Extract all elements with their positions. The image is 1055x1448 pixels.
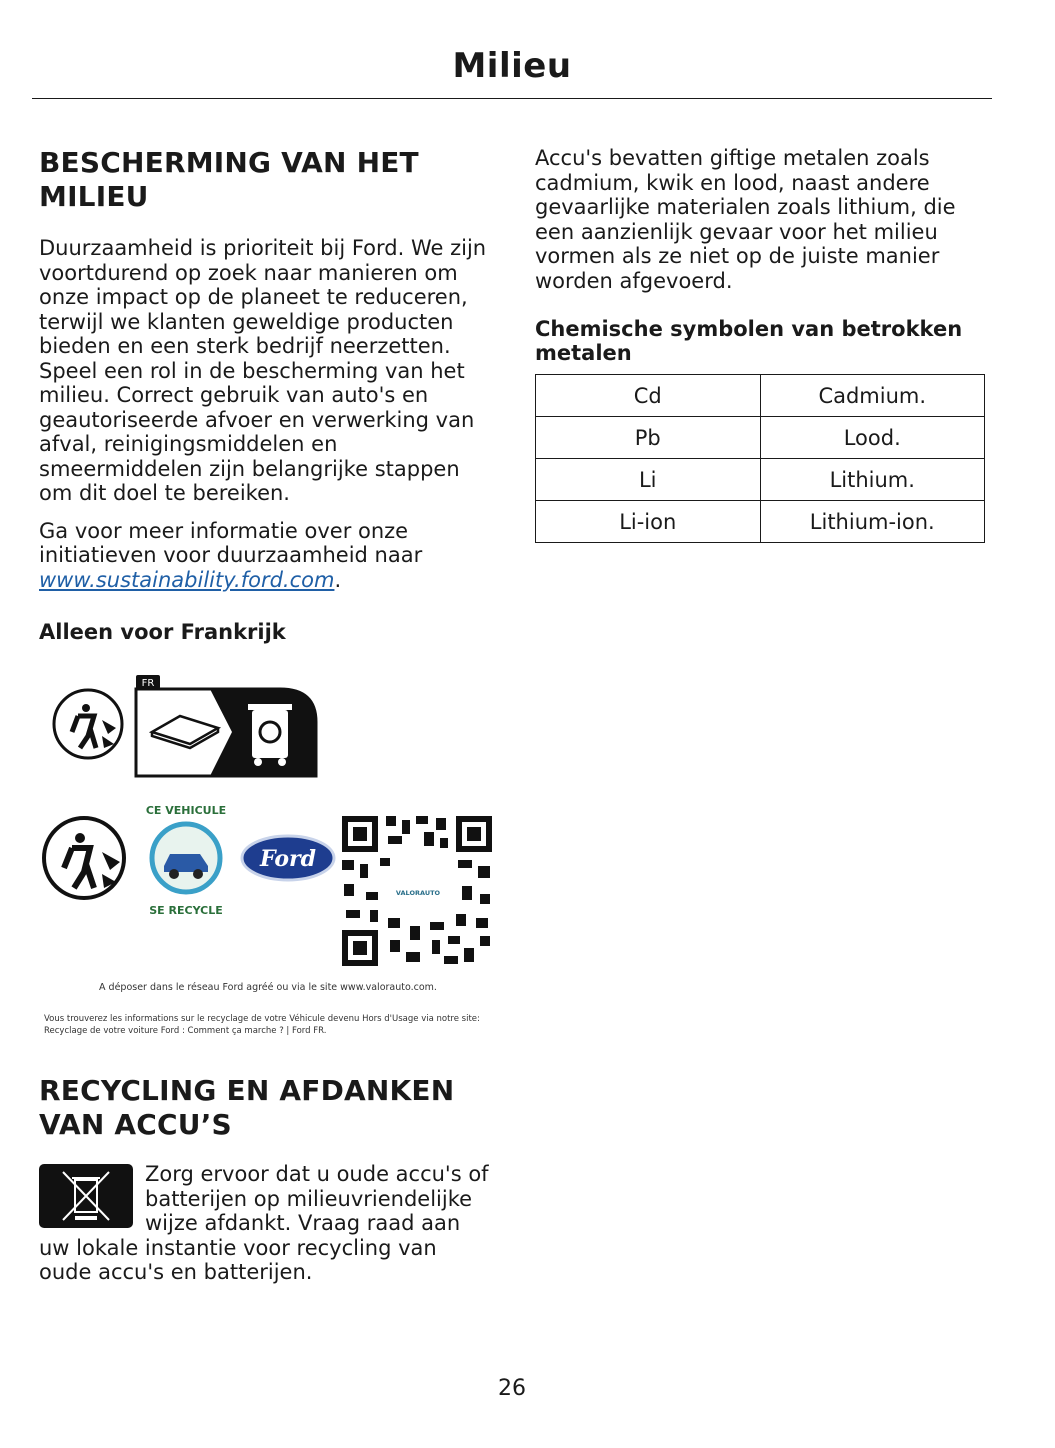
recycling-logos <box>36 806 496 976</box>
sustainability-paragraph: Duurzaamheid is prioriteit bij Ford. We zijn voortdurend op zoek naar manieren om onze impact op de planeet te reduceren, terwijl we klanten geweldige producten bieden en een sterk bedrijf neerzetten. Speel een rol in de bescherming van het milieu. Correct gebruik van auto's en geautoriseerde afvoer en verwerking van afval, reinigingsmiddelen en smeermiddelen zijn belangrijke stappen om dit doel te bereiken. <box>39 236 487 505</box>
right-column <box>535 146 987 365</box>
france-caption: A déposer dans le réseau Ford agréé ou via le site www.valorauto.com. <box>99 982 437 993</box>
table-row <box>536 459 985 501</box>
more-info-paragraph <box>39 519 494 593</box>
more-info-suffix: . <box>334 567 342 592</box>
triman-icon <box>54 690 122 758</box>
page-title: Milieu <box>452 46 572 86</box>
toxic-metals-paragraph: Accu's bevatten giftige metalen zoals cadmium, kwik en lood, naast andere gevaarlijke materialen zoals lithium, die een aanzienlijk gevaar voor het milieu vormen als ze niet op de juiste manier worden afgevoerd. <box>535 146 956 293</box>
metal-name-cell: Lithium-ion. <box>760 501 985 543</box>
svg-text:SE RECYCLE: SE RECYCLE <box>149 904 223 917</box>
qr-code <box>340 814 494 968</box>
title-divider <box>32 98 992 99</box>
metal-name-cell: Lood. <box>760 417 985 459</box>
table-row <box>536 501 985 543</box>
france-note-line1: Vous trouverez les informations sur le recyclage de votre Véhicule devenu Hors d'Usage via notre site: <box>44 1014 480 1024</box>
more-info-text: Ga voor meer informatie over onze initiatieven voor duurzaamheid naar <box>39 518 423 567</box>
table-heading: Chemische symbolen van betrokken metalen <box>535 317 963 365</box>
triman-packaging-graphic <box>40 672 330 782</box>
packaging-icon <box>152 716 218 748</box>
sustainability-link[interactable]: www.sustainability.ford.com <box>39 567 335 592</box>
battery-section <box>39 1074 494 1142</box>
svg-text:CE VÉHICULE: CE VÉHICULE <box>145 806 227 817</box>
page-number: 26 <box>498 1376 526 1401</box>
svg-text:VALORAUTO: VALORAUTO <box>395 889 441 897</box>
chemical-symbols-table <box>535 374 985 543</box>
bin-recycle-icon <box>248 704 292 766</box>
vehicle-recycle-icon <box>146 806 226 917</box>
battery-paragraph-wrap <box>39 1162 494 1285</box>
battery-paragraph: Zorg ervoor dat u oude accu's of batterijen op milieuvriendelijke wijze afdankt. Vraag raad aan uw lokale instantie voor recycling van oude accu's en batterijen. <box>39 1162 489 1284</box>
section-heading-battery: RECYCLING EN AFDANKEN VAN ACCU’S <box>39 1074 455 1141</box>
section-heading-environment: BESCHERMING VAN HET MILIEU <box>39 146 419 213</box>
fr-tag: FR <box>141 678 155 689</box>
metal-name-cell: Lithium. <box>760 459 985 501</box>
table-row <box>536 375 985 417</box>
left-column <box>39 146 494 644</box>
symbol-cell: Li <box>536 459 761 501</box>
france-only-heading: Alleen voor Frankrijk <box>39 620 286 644</box>
ford-logo <box>242 836 334 880</box>
svg-text:Ford: Ford <box>259 846 317 872</box>
france-recycling-label <box>40 672 330 782</box>
symbol-cell: Pb <box>536 417 761 459</box>
metal-name-cell: Cadmium. <box>760 375 985 417</box>
symbol-cell: Li-ion <box>536 501 761 543</box>
triman-large-icon <box>44 818 124 898</box>
france-note <box>44 1013 496 1037</box>
france-note-line2: Recyclage de votre voiture Ford : Comment ça marche ? | Ford FR. <box>44 1026 327 1036</box>
symbol-cell: Cd <box>536 375 761 417</box>
table-row <box>536 417 985 459</box>
